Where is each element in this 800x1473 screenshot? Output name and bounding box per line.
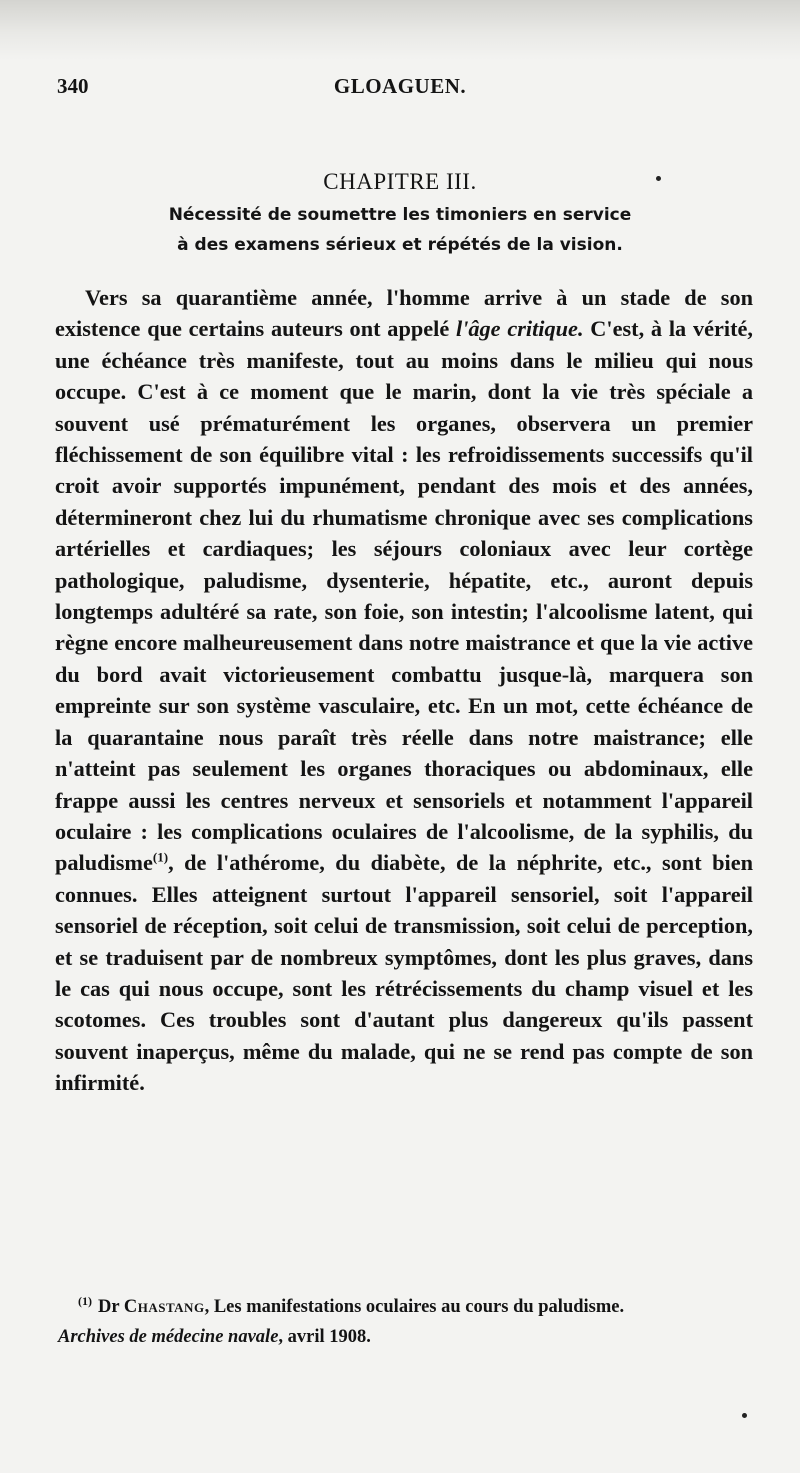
footnote-journal: Archives de médecine navale [58,1327,279,1347]
scan-shadow [0,0,800,60]
footnote-date: , avril 1908. [278,1327,371,1347]
running-head: GLOAGUEN. [333,74,467,98]
chapter-subtitle-line1: Nécessité de soumettre les timoniers en service [168,205,632,225]
footnote-citation [58,1327,758,1348]
chapter-subtitle-line2: à des examens sérieux et répétés de la vision. [177,235,623,255]
chapter-title: CHAPITRE III. [323,169,477,194]
footnote-author: Chastang [123,1297,205,1317]
scan-speck [742,1413,747,1418]
footnote-marker: (1) [78,1293,92,1308]
body-italic-term: l'âge critique. [456,316,584,342]
footnote-author-title: Dr [98,1297,120,1317]
body-text-part3: , de l'athérome, du diabète, de la néphrite, etc., sont bien connues. Elles atteignent surtout l'appareil sensoriel, soit l'appareil sensoriel de réception, soit celui de transmission, soit celui de perception, et se traduisent par de nombreux symptômes, dont les plus graves, dans le cas qui nous occupe, sont les rétrécissements du champ visuel et les scotomes. Ces troubles sont d'autant plus dangereux qu'ils passent souvent inaperçus, même du malade, qui ne se rend pas compte de son infirmité. [55,850,753,1096]
footnote-reference[interactable]: (1) [152,849,169,865]
footnote [78,1293,768,1318]
scan-speck [656,176,661,181]
body-text-part2: C'est, à la vérité, une échéance très manifeste, tout au moins dans le milieu qui nous occupe. C'est à ce moment que le marin, dont la vie très spéciale a souvent usé prématurément les organes, observera un premier fléchissement de son équilibre vital : les refroidissements successifs qu'il croit avoir supportés impunément, pendant des mois et des années, détermineront chez lui du rhumatisme chronique avec ses complications artérielles et cardiaques; les séjours coloniaux avec leur cortège pathologique, paludisme, dysenterie, hépatite, etc., auront depuis longtemps adultéré sa rate, son foie, son intestin; l'alcoolisme latent, qui règne encore malheureusement dans notre maistrance et que la vie active du bord avait victorieusement combattu jusque-là, marquera son empreinte sur son système vasculaire, etc. En un mot, cette échéance de la quarantaine nous paraît très réelle dans notre maistrance; elle n'atteint pas seulement les organes thoraciques ou abdominaux, elle frappe aussi les centres nerveux et sensoriels et notamment l'appareil oculaire : les complications oculaires de l'alcoolisme, de la syphilis, du paludisme [55,316,753,876]
page-number: 340 [57,74,89,98]
body-paragraph [55,282,753,1099]
footnote-text: , Les manifestations oculaires au cours du paludisme. [204,1297,625,1317]
body-text-part1: Vers sa quarantième année, l'homme arrive à un stade de son existence que certains auteurs ont appelé [55,285,753,342]
